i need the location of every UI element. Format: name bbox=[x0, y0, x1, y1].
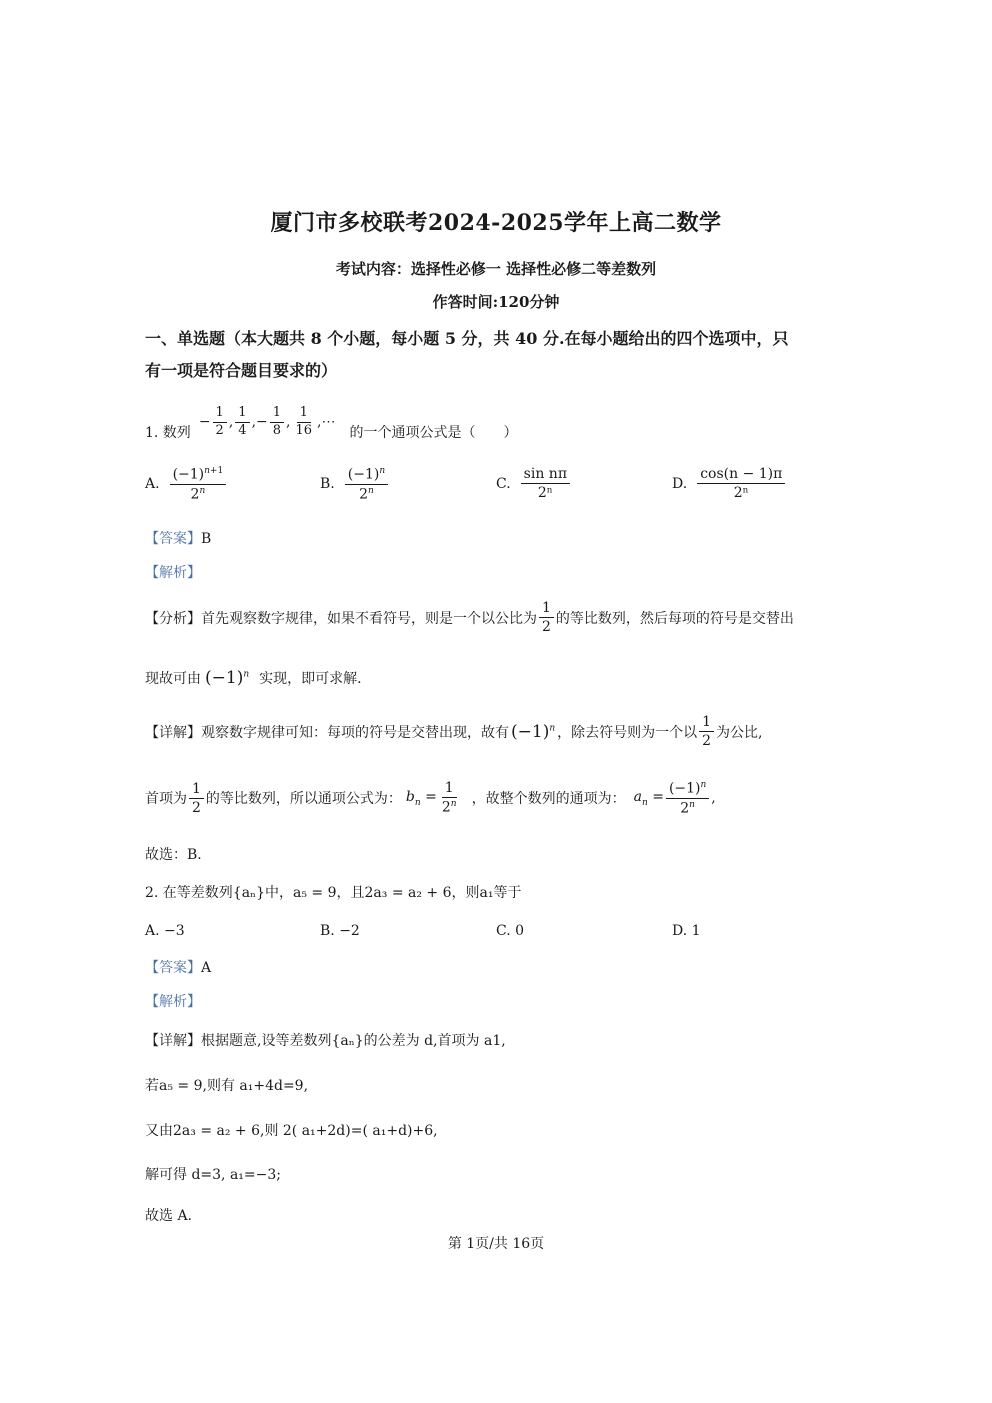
q2-detail-line3: 又由2a₃ = a₂ + 6,则 2( a₁+2d)=( a₁+d)+6, bbox=[145, 1123, 438, 1139]
option-b[interactable]: B. $\frac{(-1)^n}{2^n}$ bbox=[320, 466, 390, 503]
question-1-prompt: 的一个通项公式是（ ） bbox=[349, 425, 518, 441]
q2-detail-line2: 若a₅ = 9,则有 a₁+4d=9, bbox=[145, 1078, 309, 1094]
option-a[interactable]: A. $\frac{(-1)^{n+1}}{2^n}$ bbox=[145, 466, 228, 503]
q2-analysis-label: 【解析】 bbox=[145, 994, 201, 1010]
q1-detail-line2: 首项为 $\frac{1}{2}$ 的等比数列，所以通项公式为： $b_n$ = $\frac{1}{2^n}$ ，故整个数列的通项为： $a_n$ = $\frac{(-1)^n}{2^n}$ , bbox=[145, 780, 716, 817]
option-c[interactable]: C. $\frac{\text{sin nπ}}{\text{2ⁿ}}$ bbox=[496, 466, 572, 501]
q1-fenxi-line2: 现故可由 $(-1)^n$ 实现，即可求解. bbox=[145, 668, 362, 688]
q2-answer: 【答案】A bbox=[145, 960, 212, 976]
question-2-stem: 2. 在等差数列{aₙ}中，a₅ = 9，且2a₃ = a₂ + 6，则a₁等于 bbox=[145, 885, 522, 901]
q2-option-a[interactable]: A. −3 bbox=[145, 923, 185, 939]
exam-time: 作答时间:120分钟 bbox=[432, 293, 560, 311]
question-1-stem bbox=[145, 398, 517, 446]
section-heading-line1: 一、单选题（本大题共 8 个小题，每小题 5 分，共 40 分.在每小题给出的四个选项中，只 bbox=[145, 329, 789, 348]
exam-content: 考试内容：选择性必修一 选择性必修二等差数列 bbox=[335, 260, 657, 278]
q1-detail-line1: 【详解】 观察数字规律可知：每项的符号是交替出现，故有 $(-1)^n$ ，除去符号则为一个以 $\frac{1}{2}$ 为公比, bbox=[145, 714, 763, 750]
q1-analysis-label: 【解析】 bbox=[145, 565, 201, 581]
q1-answer: 【答案】B bbox=[145, 531, 212, 547]
section-heading-line2: 有一项是符合题目要求的） bbox=[145, 361, 338, 380]
option-d[interactable]: D. $\frac{\cos(n - 1)\pi}{\text{2ⁿ}}$ bbox=[672, 466, 787, 501]
q2-conclusion: 故选 A. bbox=[145, 1208, 193, 1224]
q1-conclusion: 故选：B. bbox=[145, 847, 202, 863]
q2-option-c[interactable]: C. 0 bbox=[496, 923, 525, 939]
sequence-ellipsis: ,⋯ bbox=[317, 414, 336, 430]
q2-option-b[interactable]: B. −2 bbox=[320, 923, 360, 939]
q2-detail-line1: 【详解】根据题意,设等差数列{aₙ}的公差为 d,首项为 a1, bbox=[145, 1033, 506, 1049]
q1-fenxi-line1: 【分析】 首先观察数字规律，如果不看符号，则是一个以公比为 $\frac{1}{2}$ 的等比数列，然后每项的符号是交替出 bbox=[145, 600, 794, 636]
page-title: 厦门市多校联考2024-2025学年上高二数学 bbox=[270, 210, 722, 236]
question-1-sequence: − $\frac{1}{2}$ , $\frac{1}{4}$ ,− $\frac{1}{8}$ , $\frac{1}{16}$ ,⋯ bbox=[198, 404, 336, 438]
q2-detail-line4: 解可得 d=3, a₁=−3; bbox=[145, 1167, 281, 1183]
q2-option-d[interactable]: D. 1 bbox=[672, 923, 701, 939]
question-1-number: 1. 数列 bbox=[145, 425, 191, 441]
page-footer: 第 1页/共 16页 bbox=[447, 1236, 545, 1252]
